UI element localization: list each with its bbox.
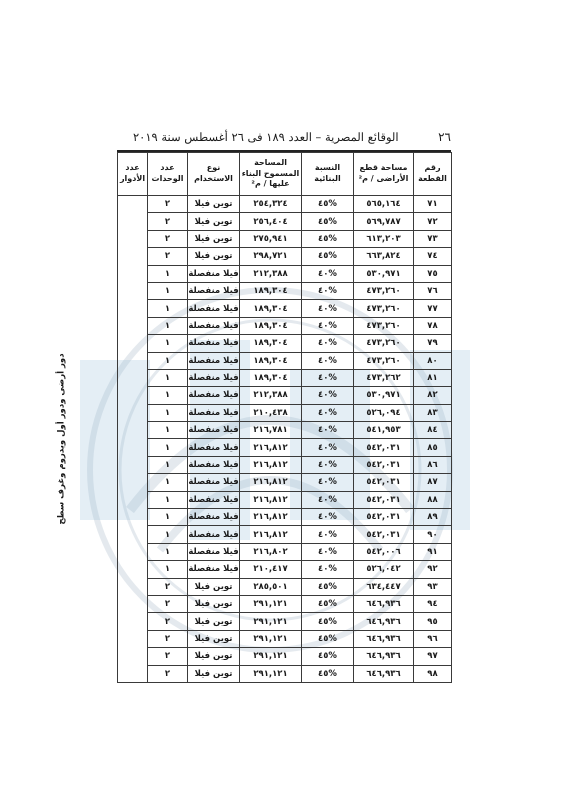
- usage-type-cell: فيلا منفصلة: [188, 404, 240, 421]
- land-area-cell: ٤٧٣,٢٦٠: [354, 317, 414, 334]
- floors-note: دور أرضى ودور أول ويدروم وغرف سطح: [56, 353, 67, 525]
- table-row: [118, 439, 452, 456]
- plot-number-cell: ٧٨: [414, 317, 452, 334]
- plot-number-cell: ٩٢: [414, 561, 452, 578]
- usage-type-cell: فيلا منفصلة: [188, 335, 240, 352]
- table-row: [118, 369, 452, 386]
- buildable-area-cell: ٢٩١,١٢١: [240, 595, 302, 612]
- plot-number-cell: ٧٧: [414, 300, 452, 317]
- land-area-cell: ٥٤٢,٠٠٦: [354, 543, 414, 560]
- plot-number-cell: ٧٩: [414, 335, 452, 352]
- table-row: [118, 196, 452, 213]
- building-ratio-cell: %٤٠: [302, 404, 354, 421]
- table-row: [118, 422, 452, 439]
- buildable-area-cell: ١٨٩,٣٠٤: [240, 352, 302, 369]
- land-area-cell: ٥٢٦,٠٩٤: [354, 404, 414, 421]
- land-area-cell: ٦٤٦,٩٣٦: [354, 613, 414, 630]
- plot-number-cell: ٩٦: [414, 630, 452, 647]
- table-row: [118, 578, 452, 595]
- plot-number-cell: ٨٦: [414, 456, 452, 473]
- floors-merged-cell: [56, 196, 148, 683]
- buildable-area-cell: ٢٩٨,٧٢١: [240, 248, 302, 265]
- land-area-cell: ٤٧٣,٢٦٠: [354, 300, 414, 317]
- building-ratio-cell: %٤٠: [302, 439, 354, 456]
- buildable-area-cell: ٢١٦,٨١٢: [240, 509, 302, 526]
- usage-type-cell: فيلا منفصلة: [188, 300, 240, 317]
- plot-number-cell: ٩٧: [414, 648, 452, 665]
- usage-type-cell: توين فيلا: [188, 595, 240, 612]
- building-ratio-cell: %٤٥: [302, 595, 354, 612]
- units-cell: ١: [148, 526, 188, 543]
- col-header-floors: عدد الأدوار: [118, 153, 148, 196]
- land-area-cell: ٤٧٣,٢٦٠: [354, 352, 414, 369]
- plot-number-cell: ٨٧: [414, 474, 452, 491]
- units-cell: ١: [148, 561, 188, 578]
- buildable-area-cell: ٢٥٦,٤٠٤: [240, 213, 302, 230]
- building-ratio-cell: %٤٥: [302, 613, 354, 630]
- buildable-area-cell: ١٨٩,٣٠٤: [240, 335, 302, 352]
- units-cell: ١: [148, 369, 188, 386]
- table-row: [118, 230, 452, 247]
- page-header: [133, 126, 451, 148]
- units-cell: ٢: [148, 613, 188, 630]
- land-area-cell: ٥٣٠,٩٧١: [354, 387, 414, 404]
- land-area-cell: ٥٣٠,٩٧١: [354, 265, 414, 282]
- land-area-cell: ٥٦٥,١٦٤: [354, 196, 414, 213]
- building-ratio-cell: %٤٠: [302, 282, 354, 299]
- table-row: [118, 665, 452, 682]
- land-area-cell: ٥٢٦,٠٤٢: [354, 561, 414, 578]
- usage-type-cell: فيلا منفصلة: [188, 422, 240, 439]
- plot-number-cell: ٨٤: [414, 422, 452, 439]
- buildable-area-cell: ٢١٦,٨١٢: [240, 474, 302, 491]
- units-cell: ٢: [148, 665, 188, 682]
- land-area-cell: ٦٤٦,٩٣٦: [354, 595, 414, 612]
- units-cell: ٢: [148, 230, 188, 247]
- plot-number-cell: ٧٦: [414, 282, 452, 299]
- buildable-area-cell: ٢١٦,٨١٢: [240, 491, 302, 508]
- usage-type-cell: فيلا منفصلة: [188, 282, 240, 299]
- land-area-cell: ٥٤٢,٠٣١: [354, 439, 414, 456]
- buildable-area-cell: ٢١٦,٨١٢: [240, 526, 302, 543]
- building-ratio-cell: %٤٥: [302, 648, 354, 665]
- plot-number-cell: ٨٩: [414, 509, 452, 526]
- land-area-cell: ٦١٣,٢٠٣: [354, 230, 414, 247]
- units-cell: ١: [148, 387, 188, 404]
- units-cell: ٢: [148, 213, 188, 230]
- table-row: [118, 474, 452, 491]
- units-cell: ٢: [148, 248, 188, 265]
- col-header-units: عدد الوحدات: [148, 153, 188, 196]
- table-row: [118, 648, 452, 665]
- usage-type-cell: فيلا منفصلة: [188, 491, 240, 508]
- units-cell: ١: [148, 404, 188, 421]
- units-cell: ١: [148, 422, 188, 439]
- units-cell: ٢: [148, 578, 188, 595]
- land-area-cell: ٥٤٢,٠٣١: [354, 509, 414, 526]
- table-row: [118, 352, 452, 369]
- usage-type-cell: توين فيلا: [188, 578, 240, 595]
- units-cell: ٢: [148, 630, 188, 647]
- land-area-cell: ٦٤٦,٩٣٦: [354, 648, 414, 665]
- building-ratio-cell: %٤٠: [302, 387, 354, 404]
- buildable-area-cell: ٢٩١,١٢١: [240, 648, 302, 665]
- units-cell: ١: [148, 509, 188, 526]
- building-ratio-cell: %٤٠: [302, 543, 354, 560]
- land-area-cell: ٥٤١,٩٥٣: [354, 422, 414, 439]
- building-ratio-cell: %٤٥: [302, 665, 354, 682]
- units-cell: ١: [148, 335, 188, 352]
- building-ratio-cell: %٤٠: [302, 317, 354, 334]
- table-row: [118, 561, 452, 578]
- plot-number-cell: ٨٢: [414, 387, 452, 404]
- buildable-area-cell: ٢١٢,٣٨٨: [240, 387, 302, 404]
- buildable-area-cell: ٢٩١,١٢١: [240, 630, 302, 647]
- units-cell: ١: [148, 352, 188, 369]
- buildable-area-cell: ٢١٦,٧٨١: [240, 422, 302, 439]
- land-area-cell: ٦٤٦,٩٣٦: [354, 630, 414, 647]
- units-cell: ١: [148, 300, 188, 317]
- table-row: [118, 526, 452, 543]
- table-row: [118, 335, 452, 352]
- table-row: [118, 300, 452, 317]
- land-area-cell: ٤٧٣,٢٦٠: [354, 282, 414, 299]
- building-ratio-cell: %٤٠: [302, 300, 354, 317]
- usage-type-cell: فيلا منفصلة: [188, 543, 240, 560]
- table-row: [118, 595, 452, 612]
- usage-type-cell: فيلا منفصلة: [188, 369, 240, 386]
- land-plots-table: [56, 152, 452, 683]
- usage-type-cell: فيلا منفصلة: [188, 317, 240, 334]
- plot-number-cell: ٩٤: [414, 595, 452, 612]
- plot-number-cell: ٨٥: [414, 439, 452, 456]
- buildable-area-cell: ١٨٩,٣٠٤: [240, 282, 302, 299]
- col-header-usage-type: نوع الاستخدام: [188, 153, 240, 196]
- building-ratio-cell: %٤٥: [302, 213, 354, 230]
- buildable-area-cell: ٢٩١,١٢١: [240, 665, 302, 682]
- usage-type-cell: فيلا منفصلة: [188, 456, 240, 473]
- table-header-row: [118, 153, 452, 196]
- building-ratio-cell: %٤٠: [302, 335, 354, 352]
- buildable-area-cell: ١٨٩,٣٠٤: [240, 317, 302, 334]
- building-ratio-cell: %٤٠: [302, 561, 354, 578]
- buildable-area-cell: ١٨٩,٣٠٤: [240, 369, 302, 386]
- building-ratio-cell: %٤٠: [302, 422, 354, 439]
- table-row: [118, 456, 452, 473]
- usage-type-cell: فيلا منفصلة: [188, 439, 240, 456]
- units-cell: ٢: [148, 196, 188, 213]
- usage-type-cell: توين فيلا: [188, 248, 240, 265]
- plot-number-cell: ٧٥: [414, 265, 452, 282]
- table-row: [118, 404, 452, 421]
- table-row: [118, 282, 452, 299]
- usage-type-cell: فيلا منفصلة: [188, 509, 240, 526]
- building-ratio-cell: %٤٠: [302, 509, 354, 526]
- units-cell: ١: [148, 439, 188, 456]
- land-area-cell: ٦٣٤,٤٤٧: [354, 578, 414, 595]
- plot-number-cell: ٨٨: [414, 491, 452, 508]
- land-area-cell: ٤٧٣,٢٦٠: [354, 335, 414, 352]
- land-area-cell: ٦٦٣,٨٢٤: [354, 248, 414, 265]
- units-cell: ١: [148, 317, 188, 334]
- land-area-cell: ٤٧٣,٢٦٢: [354, 369, 414, 386]
- plot-number-cell: ٨٣: [414, 404, 452, 421]
- usage-type-cell: فيلا منفصلة: [188, 352, 240, 369]
- usage-type-cell: توين فيلا: [188, 630, 240, 647]
- usage-type-cell: فيلا منفصلة: [188, 526, 240, 543]
- plot-number-cell: ٧٣: [414, 230, 452, 247]
- units-cell: ١: [148, 265, 188, 282]
- building-ratio-cell: %٤٥: [302, 248, 354, 265]
- units-cell: ١: [148, 543, 188, 560]
- header-title: الوقائع المصرية – العدد ١٨٩ فى ٢٦ أغسطس سنة ٢٠١٩: [133, 130, 399, 144]
- table-row: [118, 265, 452, 282]
- plot-number-cell: ٨١: [414, 369, 452, 386]
- buildable-area-cell: ٢١٦,٨١٢: [240, 456, 302, 473]
- usage-type-cell: فيلا منفصلة: [188, 561, 240, 578]
- plot-number-cell: ٩٣: [414, 578, 452, 595]
- usage-type-cell: توين فيلا: [188, 196, 240, 213]
- table-row: [118, 317, 452, 334]
- plot-number-cell: ٧٤: [414, 248, 452, 265]
- building-ratio-cell: %٤٥: [302, 196, 354, 213]
- building-ratio-cell: %٤٠: [302, 352, 354, 369]
- buildable-area-cell: ٢٥٤,٣٢٤: [240, 196, 302, 213]
- usage-type-cell: توين فيلا: [188, 665, 240, 682]
- buildable-area-cell: ٢٧٥,٩٤١: [240, 230, 302, 247]
- plot-number-cell: ٧١: [414, 196, 452, 213]
- plot-number-cell: ٩٥: [414, 613, 452, 630]
- usage-type-cell: فيلا منفصلة: [188, 265, 240, 282]
- land-area-cell: ٥٦٩,٧٨٧: [354, 213, 414, 230]
- building-ratio-cell: %٤٥: [302, 578, 354, 595]
- building-ratio-cell: %٤٠: [302, 265, 354, 282]
- building-ratio-cell: %٤٠: [302, 456, 354, 473]
- col-header-land-area: مساحة قطع الأراضى / م²: [354, 153, 414, 196]
- usage-type-cell: توين فيلا: [188, 213, 240, 230]
- plot-number-cell: ٨٠: [414, 352, 452, 369]
- buildable-area-cell: ٢١٠,٤١٧: [240, 561, 302, 578]
- building-ratio-cell: %٤٠: [302, 491, 354, 508]
- table-row: [118, 613, 452, 630]
- land-area-cell: ٥٤٢,٠٣١: [354, 526, 414, 543]
- units-cell: ٢: [148, 595, 188, 612]
- usage-type-cell: فيلا منفصلة: [188, 387, 240, 404]
- land-area-cell: ٥٤٢,٠٣١: [354, 491, 414, 508]
- buildable-area-cell: ٢١٦,٨١٢: [240, 439, 302, 456]
- table-row: [118, 509, 452, 526]
- usage-type-cell: توين فيلا: [188, 613, 240, 630]
- building-ratio-cell: %٤٠: [302, 474, 354, 491]
- table-row: [118, 213, 452, 230]
- buildable-area-cell: ٢١٠,٤٣٨: [240, 404, 302, 421]
- units-cell: ١: [148, 491, 188, 508]
- col-header-plot-number: رقم القطعة: [414, 153, 452, 196]
- units-cell: ٢: [148, 648, 188, 665]
- buildable-area-cell: ٢٨٥,٥٠١: [240, 578, 302, 595]
- table-row: [118, 491, 452, 508]
- building-ratio-cell: %٤٥: [302, 630, 354, 647]
- buildable-area-cell: ١٨٩,٣٠٤: [240, 300, 302, 317]
- units-cell: ١: [148, 474, 188, 491]
- plot-number-cell: ٧٢: [414, 213, 452, 230]
- usage-type-cell: فيلا منفصلة: [188, 474, 240, 491]
- buildable-area-cell: ٢٩١,١٢١: [240, 613, 302, 630]
- usage-type-cell: توين فيلا: [188, 648, 240, 665]
- col-header-buildable-area: المساحة المسموح البناء عليها / م²: [240, 153, 302, 196]
- col-header-building-ratio: النسبة البنائية: [302, 153, 354, 196]
- buildable-area-cell: ٢١٢,٣٨٨: [240, 265, 302, 282]
- plot-number-cell: ٩١: [414, 543, 452, 560]
- plot-number-cell: ٩٨: [414, 665, 452, 682]
- plot-number-cell: ٩٠: [414, 526, 452, 543]
- building-ratio-cell: %٤٠: [302, 526, 354, 543]
- land-area-cell: ٥٤٢,٠٣١: [354, 474, 414, 491]
- usage-type-cell: توين فيلا: [188, 230, 240, 247]
- table-row: [118, 543, 452, 560]
- building-ratio-cell: %٤٠: [302, 369, 354, 386]
- page-number: ٢٦: [438, 130, 451, 144]
- buildable-area-cell: ٢١٦,٨٠٢: [240, 543, 302, 560]
- units-cell: ١: [148, 456, 188, 473]
- land-area-cell: ٥٤٢,٠٣١: [354, 456, 414, 473]
- table-row: [118, 630, 452, 647]
- table-row: [118, 387, 452, 404]
- land-area-cell: ٦٤٦,٩٣٦: [354, 665, 414, 682]
- building-ratio-cell: %٤٥: [302, 230, 354, 247]
- table-row: [118, 248, 452, 265]
- units-cell: ١: [148, 282, 188, 299]
